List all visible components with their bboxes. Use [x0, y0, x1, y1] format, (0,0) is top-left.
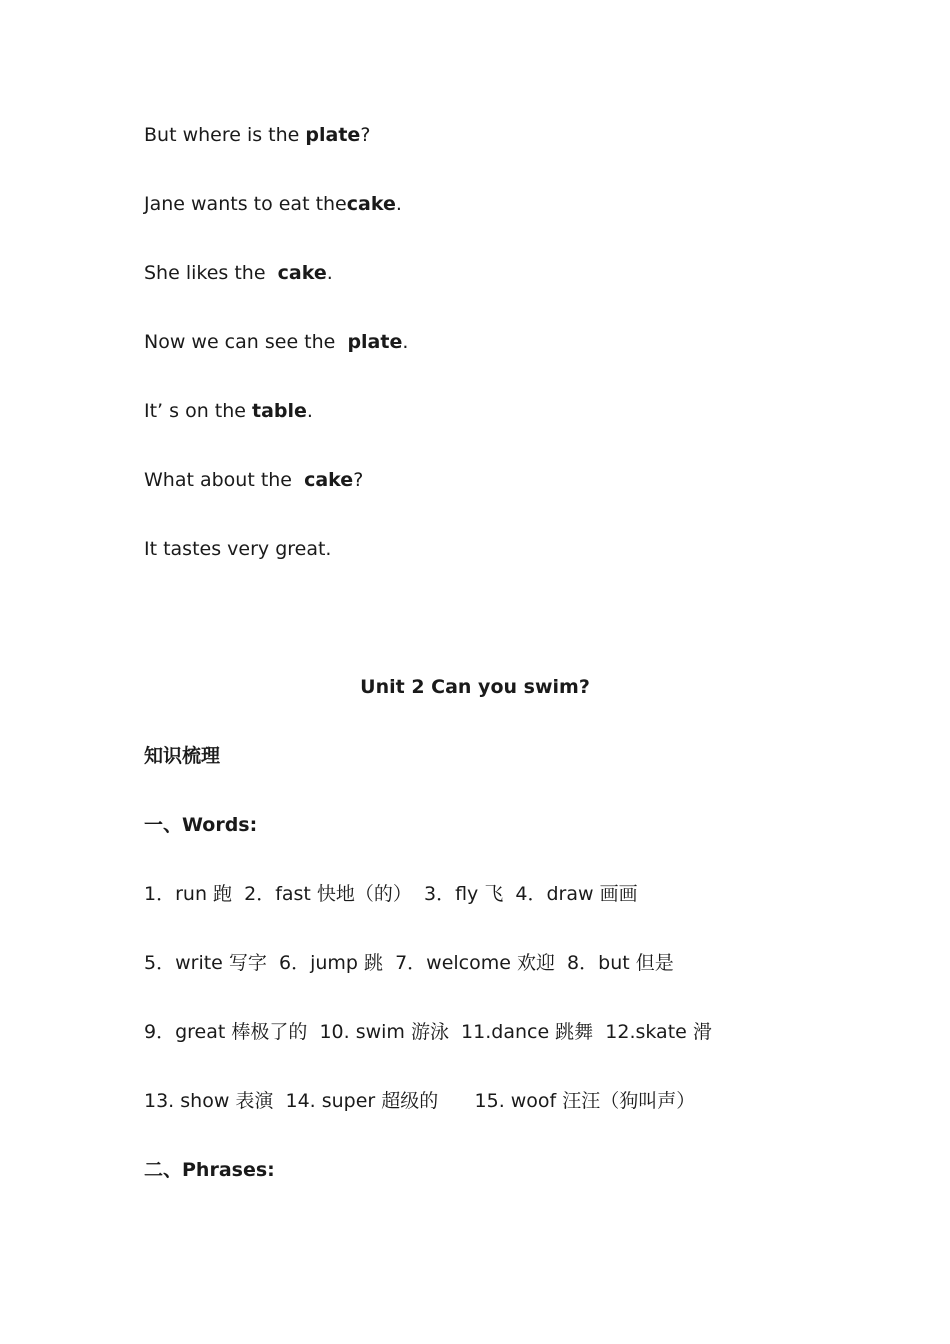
story-line-7: It tastes very great.	[144, 538, 332, 560]
story-line-3-punct: .	[326, 262, 333, 284]
words-row-1: 1．run 跑 2．fast 快地（的） 3．fly 飞 4．draw 画画	[144, 883, 638, 905]
story-line-1-keyword: plate	[305, 124, 361, 146]
story-line-4	[144, 330, 408, 354]
story-line-6-keyword: cake	[304, 469, 354, 491]
unit-title: Unit 2 Can you swim?	[360, 676, 590, 698]
phrases-heading: 二、Phrases:	[144, 1159, 275, 1181]
story-line-6	[144, 468, 363, 492]
story-line-6-text: What about the	[144, 469, 305, 491]
story-line-2	[144, 192, 402, 216]
story-line-3-keyword: cake	[277, 262, 327, 284]
story-line-6-punct: ?	[353, 469, 364, 491]
story-line-1-text: But where is the	[144, 124, 306, 146]
story-line-3-text: She likes the	[144, 262, 278, 284]
words-row-4: 13. show 表演 14. super 超级的 15. woof 汪汪（狗叫声）	[144, 1090, 696, 1112]
story-line-5-keyword: table	[252, 400, 307, 422]
story-line-4-text: Now we can see the	[144, 331, 348, 353]
story-line-1-punct: ?	[360, 124, 371, 146]
story-line-5-text: It’ s on the	[144, 400, 252, 422]
words-row-2: 5．write 写字 6．jump 跳 7．welcome 欢迎 8．but 但是	[144, 952, 674, 974]
story-line-2-keyword: cake	[346, 193, 396, 215]
story-line-3	[144, 261, 333, 285]
words-row-3: 9．great 棒极了的 10. swim 游泳 11.dance 跳舞 12.skate 滑	[144, 1021, 712, 1043]
story-line-1	[144, 123, 370, 147]
story-line-5-punct: .	[306, 400, 313, 422]
story-line-2-punct: .	[395, 193, 402, 215]
story-line-4-punct: .	[402, 331, 409, 353]
story-line-2-text: Jane wants to eat the	[144, 193, 347, 215]
section-heading: 知识梳理	[144, 745, 221, 767]
story-line-4-keyword: plate	[347, 331, 403, 353]
story-line-5	[144, 399, 313, 423]
words-heading: 一、Words:	[144, 814, 258, 836]
